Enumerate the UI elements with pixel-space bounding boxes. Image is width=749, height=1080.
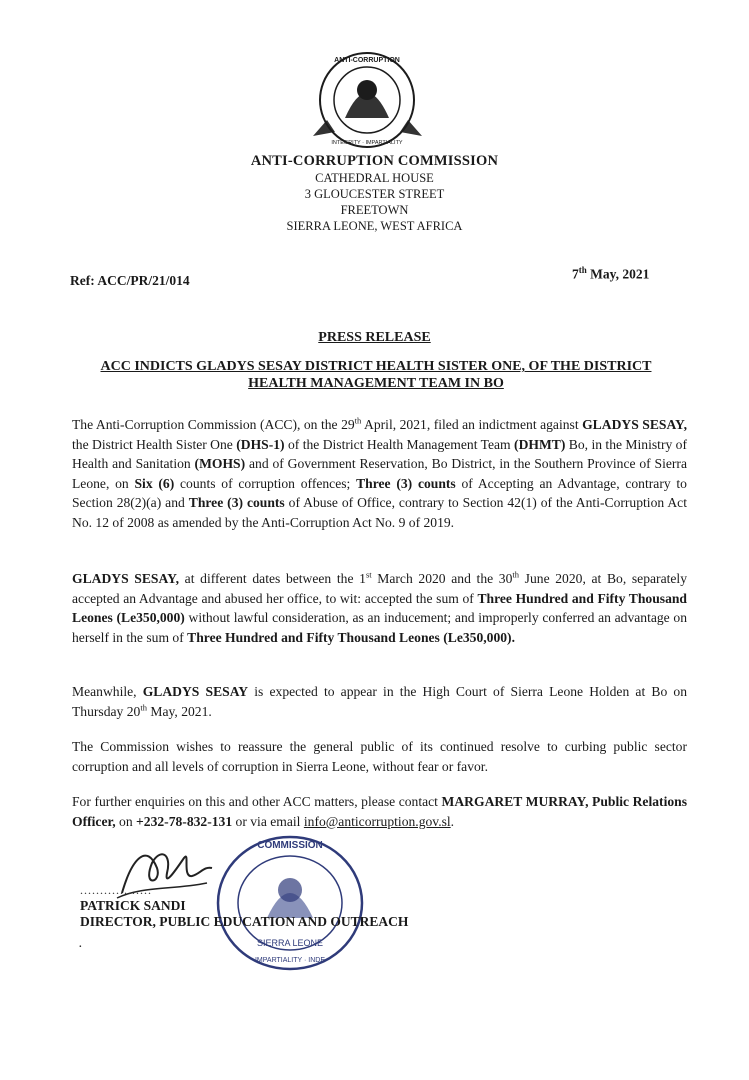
paragraph-commission-resolve: The Commission wishes to reassure the general public of its continued resolve to curbing public sector corruption and all levels of corruption in Sierra Leone, without fear or favor. [72, 739, 687, 774]
paragraph-enquiries: For further enquiries on this and other ACC matters, please contact MARGARET MURRAY, Public Relations Officer, on +232-78-832-131 or via email info@anticorruption.gov.sl. [72, 794, 687, 829]
svg-text:SIERRA LEONE: SIERRA LEONE [256, 938, 324, 948]
svg-text:IMPARTIALITY · INDE: IMPARTIALITY · INDE [254, 957, 326, 964]
release-date: 7th May, 2021 [572, 265, 650, 282]
svg-text:ANTI-CORRUPTION: ANTI-CORRUPTION [334, 57, 400, 64]
paragraph-offences: GLADYS SESAY, at different dates between the 1st March 2020 and the 30th June 2020, at Bo, separately accepted an Advantage and abused her office, to wit: accepted the sum of Three Hundred and Fifty Thousand Leones (Le350,000) without lawful consideration, as an inducement; and improperly conferred an advantage on herself in the sum of Three Hundred and Fifty Thousand Leones (Le350,000). [72, 569, 687, 645]
letterhead [0, 153, 749, 234]
email-link[interactable]: info@anticorruption.gov.sl [303, 813, 451, 829]
signatory-name: PATRICK SANDI [80, 898, 186, 913]
acc-seal-logo [305, 48, 430, 153]
phone-number: +232-78-832-131 [136, 813, 233, 829]
address-line: 3 GLOUCESTER STREET [304, 187, 445, 201]
svg-text:COMMISSION: COMMISSION [257, 840, 323, 851]
svg-text:INTEGRITY · IMPARTIALITY: INTEGRITY · IMPARTIALITY [331, 140, 403, 146]
paragraph-indictment: The Anti-Corruption Commission (ACC), on the 29th April, 2021, filed an indictment against GLADYS SESAY, the District Health Sister One (DHS-1) of the District Health Management Team (DHMT) Bo, in the Ministry of Health and Sanitation (MOHS) and of Government Reservation, Bo District, in the Southern Province of Sierra Leone, on Six (6) counts of corruption offences; Three (3) counts of Accepting an Advantage, contrary to Section 28(2)(a) and Three (3) counts of Abuse of Office, contrary to Section 42(1) of the Anti-Corruption Act No. 12 of 2008 as amended by the Anti-Corruption Act No. 9 of 2019. [72, 415, 687, 530]
signatory-title: DIRECTOR, PUBLIC EDUCATION AND OUTREACH [80, 914, 409, 929]
organization-name: ANTI-CORRUPTION COMMISSION [250, 153, 499, 169]
address-line: CATHEDRAL HOUSE [315, 171, 434, 185]
signature-line: .................. [80, 883, 152, 897]
paragraph-court-appearance: Meanwhile, GLADYS SESAY is expected to appear in the High Court of Sierra Leone Holden at Bo on Thursday 20th May, 2021. [72, 684, 688, 719]
reference-number: Ref: ACC/PR/21/014 [70, 273, 190, 288]
address-line: SIERRA LEONE, WEST AFRICA [286, 219, 463, 233]
address-line: FREETOWN [340, 203, 409, 217]
official-stamp [205, 828, 375, 978]
ink-dot: · [78, 940, 83, 955]
headline: ACC INDICTS GLADYS SESAY DISTRICT HEALTH SISTER ONE, OF THE DISTRICT HEALTH MANAGEMENT TEAM IN BO [100, 359, 652, 391]
document-title: PRESS RELEASE [318, 330, 431, 345]
